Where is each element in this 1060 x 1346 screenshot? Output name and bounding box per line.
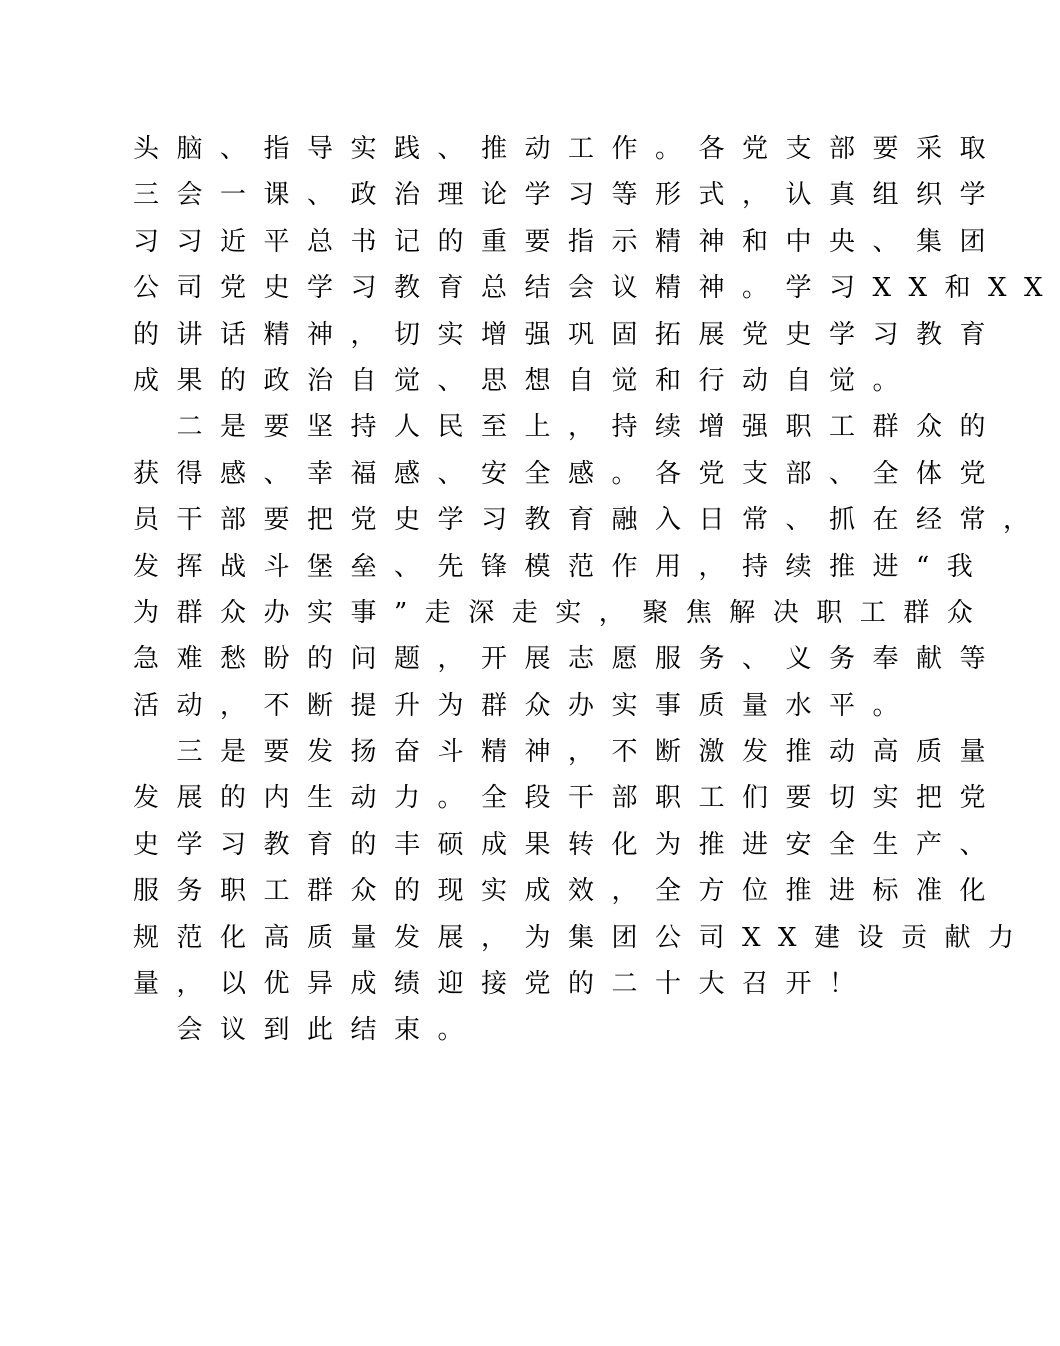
text-line: 量，以优异成绩迎接党的二十大召开！ [133,969,873,1000]
text-line: 的讲话精神，切实增强巩固拓展党史学习教育 [133,319,1004,350]
text-line: 会议到此结束。 [133,1015,482,1046]
text-line: 规范化高质量发展，为集团公司XX建设贡献力 [133,922,1032,953]
text-line: 员干部要把党史学习教育融入日常、抓在经常， [133,505,1047,536]
text-line: 三是要发扬奋斗精神，不断激发推动高质量 [133,737,1004,768]
text-line: 二是要坚持人民至上，持续增强职工群众的 [133,412,1004,443]
text-line: 为群众办实事”走深走实，聚焦解决职工群众 [133,597,991,628]
text-line: 三会一课、政治理论学习等形式，认真组织学 [133,180,1004,211]
text-line: 活动，不断提升为群众办实事质量水平。 [133,690,917,721]
text-line: 获得感、幸福感、安全感。各党支部、全体党 [133,458,1004,489]
text-line: 公司党史学习教育总结会议精神。学习XX和XX [133,273,1060,304]
text-line: 成果的政治自觉、思想自觉和行动自觉。 [133,365,917,396]
text-line: 服务职工群众的现实成效，全方位推进标准化 [133,876,1004,907]
text-line: 急难愁盼的问题，开展志愿服务、义务奉献等 [133,644,1004,675]
text-line: 习习近平总书记的重要指示精神和中央、集团 [133,226,1004,257]
document-body [133,126,1060,1054]
text-line: 头脑、指导实践、推动工作。各党支部要采取 [133,134,1004,164]
text-line: 发展的内生动力。全段干部职工们要切实把党 [133,783,1004,814]
text-line: 史学习教育的丰硕成果转化为推进安全生产、 [133,829,1004,860]
text-line: 发挥战斗堡垒、先锋模范作用，持续推进“我 [133,551,991,582]
